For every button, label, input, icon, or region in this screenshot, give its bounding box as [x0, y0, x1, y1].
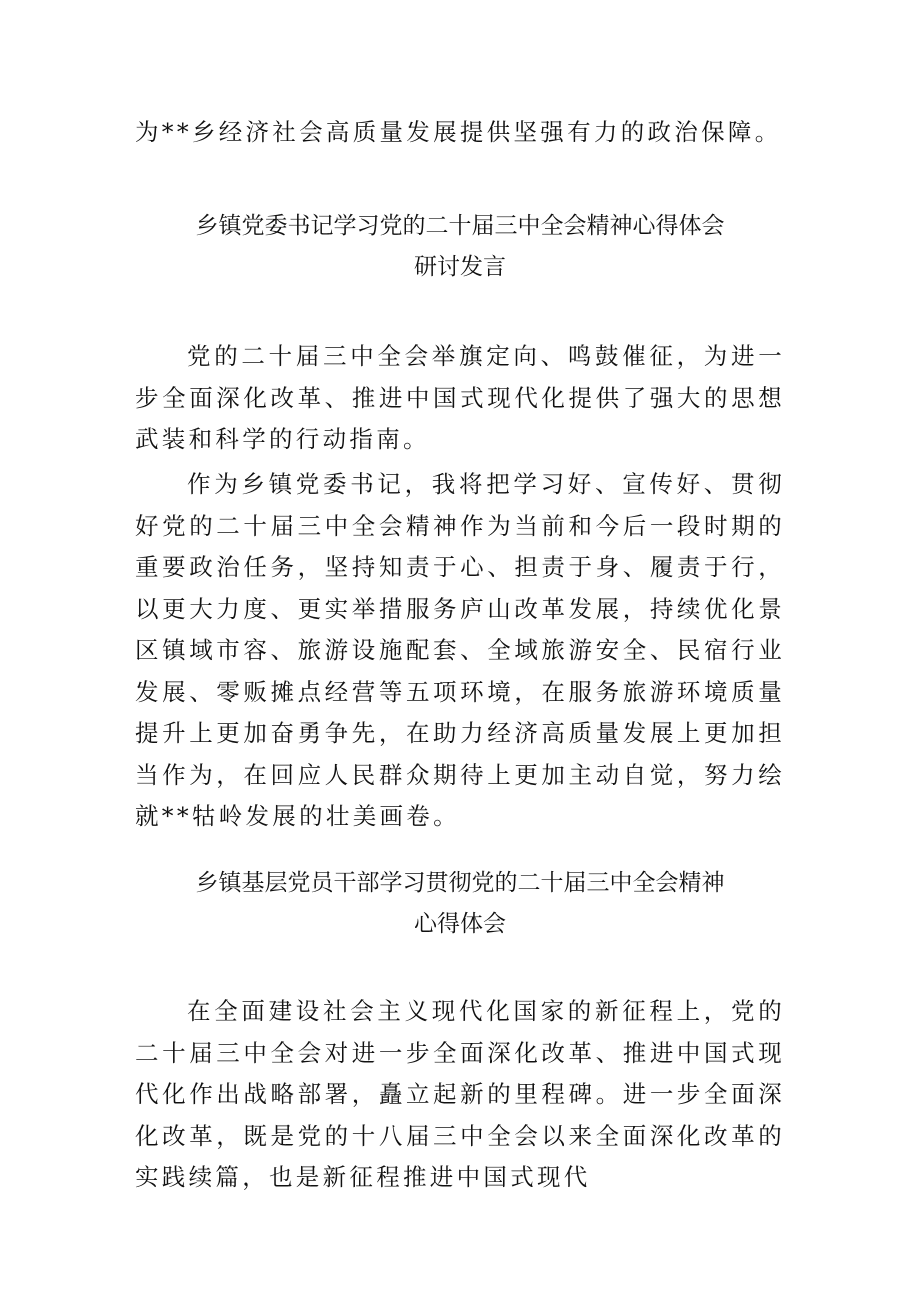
section1-paragraph2: 作为乡镇党委书记，我将把学习好、宣传好、贯彻好党的二十届三中全会精神作为当前和今后一段时期的重要政治任务，坚持知责于心、担责于身、履责于行，以更大力度、更实举措服务庐山改革发展，持续优化景区镇域市容、旅游设施配套、全域旅游安全、民宿行业发展、零贩摊点经营等五项环境，在服务旅游环境质量提升上更加奋勇争先，在助力经济高质量发展上更加担当作为，在回应人民群众期待上更加主动自觉，努力绘就**牯岭发展的壮美画卷。 [135, 470, 785, 830]
continuation-paragraph: 为**乡经济社会高质量发展提供坚强有力的政治保障。 [135, 118, 782, 146]
section1-heading-line1: 乡镇党委书记学习党的二十届三中全会精神心得体会 [195, 213, 725, 239]
section2-heading [135, 863, 785, 945]
section1-heading-line2: 研讨发言 [414, 254, 506, 280]
section1-heading [135, 206, 785, 288]
section2-paragraph1: 在全面建设社会主义现代化国家的新征程上，党的二十届三中全会对进一步全面深化改革、推进中国式现代化作出战略部署，矗立起新的里程碑。进一步全面深化改革，既是党的十八届三中全会以来全面深化改革的实践续篇，也是新征程推进中国式现代 [135, 997, 785, 1191]
section2-heading-line1: 乡镇基层党员干部学习贯彻党的二十届三中全会精神 [195, 870, 725, 896]
section2-heading-line2: 心得体会 [414, 911, 506, 937]
section1-paragraph1: 党的二十届三中全会举旗定向、鸣鼓催征，为进一步全面深化改革、推进中国式现代化提供了强大的思想武装和科学的行动指南。 [135, 342, 785, 453]
